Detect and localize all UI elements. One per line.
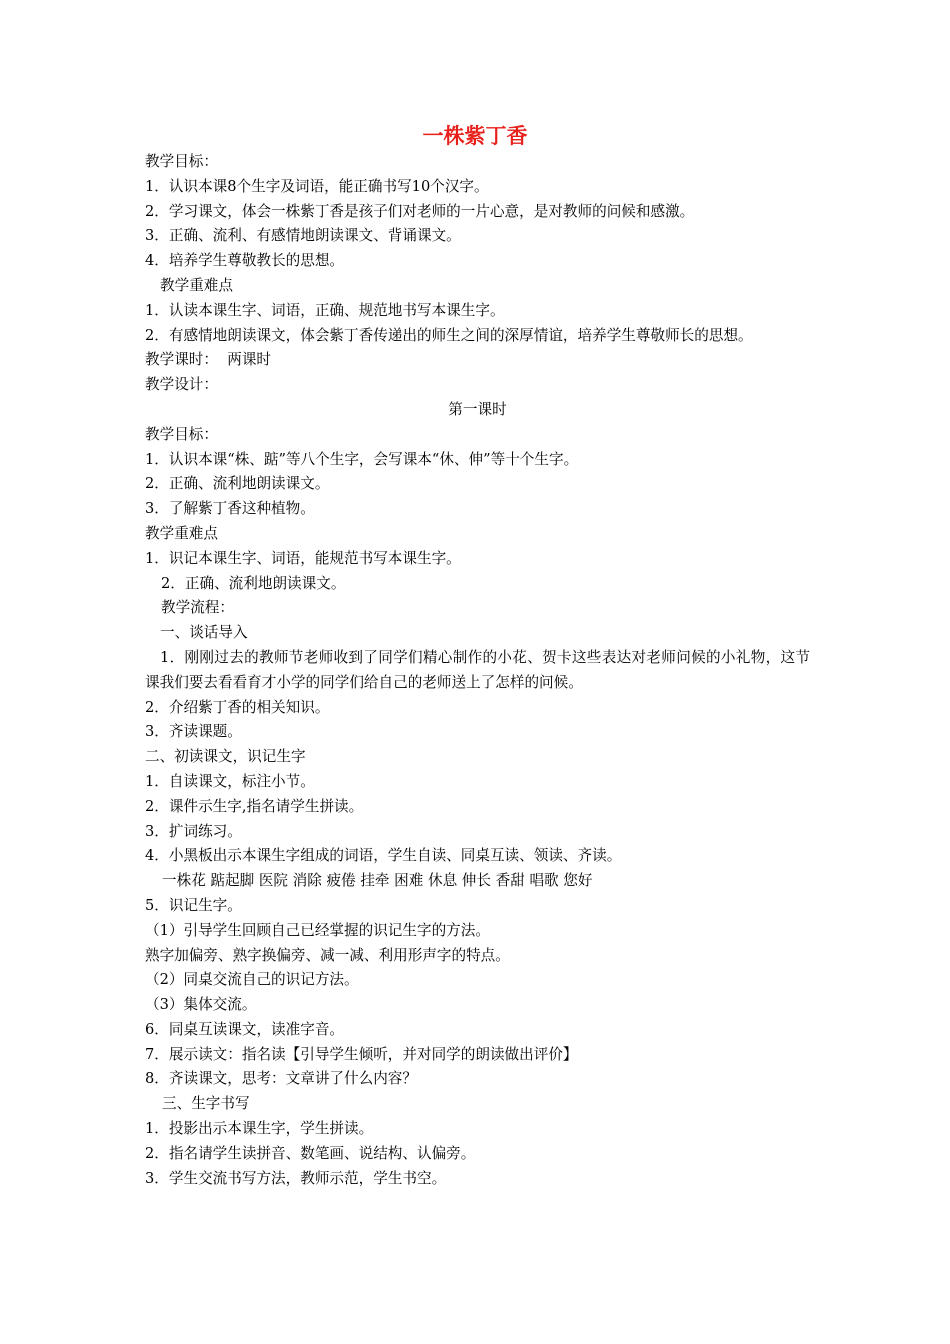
section-heading-objectives: 教学目标： [145, 153, 218, 170]
key-point-item: 1．认读本课生字、词语，正确、规范地书写本课生字。 [145, 301, 505, 319]
step-item: 6．同桌互读课文，读准字音。 [145, 1020, 345, 1038]
step-item: 5．识记生字。 [145, 896, 242, 914]
section-heading-key-points: 教学重难点 [145, 524, 218, 542]
step-item: 3．学生交流书写方法，教师示范，学生书空。 [145, 1169, 447, 1187]
document-body [145, 150, 810, 1191]
step-heading: 一、谈话导入 [160, 624, 248, 642]
document-title: 一株紫丁香 [422, 124, 528, 148]
key-point-item: 1．识记本课生字、词语，能规范书写本课生字。 [145, 549, 461, 567]
objective-item: 2．正确、流利地朗读课文。 [145, 475, 330, 493]
objective-item: 1．认识本课“株、踮”等八个生字，会写课本“休、伸”等十个生字。 [145, 450, 579, 468]
step-item-text: 1．刚刚过去的教师节老师收到了同学们精心制作的小花、贺卡这些表达对老师问候的小礼物，这节课我们要去看看育才小学的同学们给自己的老师送上了怎样的问候。 [145, 648, 810, 691]
step-item: 2．指名请学生读拼音、数笔画、说结构、认偏旁。 [145, 1144, 476, 1162]
objective-item: 4．培养学生尊敬教长的思想。 [145, 252, 345, 270]
step-item: 1．投影出示本课生字，学生拼读。 [145, 1120, 374, 1138]
section-heading-design: 教学设计： [145, 376, 218, 394]
step-heading: 二、初读课文，识记生字 [145, 748, 306, 766]
step-item: 2．课件示生字,指名请学生拼读。 [145, 797, 364, 815]
section-heading-process: 教学流程： [161, 599, 234, 617]
key-point-item: 2．正确、流利地朗读课文。 [161, 574, 346, 592]
step-item: 7．展示读文：指名读【引导学生倾听，并对同学的朗读做出评价】 [145, 1045, 578, 1063]
section-heading-key-points: 教学重难点 [160, 276, 233, 294]
step-item: 8．齐读课文，思考：文章讲了什么内容？ [145, 1070, 417, 1088]
sub-step-item: （3）集体交流。 [145, 996, 257, 1014]
step-item: 3．扩词练习。 [145, 822, 242, 840]
objective-item: 1．认识本课8个生字及词语，能正确书写10个汉字。 [145, 177, 489, 195]
step-item: 3．齐读课题。 [145, 723, 242, 741]
objective-item: 2．学习课文，体会一株紫丁香是孩子们对老师的一片心意，是对教师的问候和感激。 [145, 202, 695, 220]
sub-step-note: 熟字加偏旁、熟字换偏旁、减一减、利用形声字的特点。 [145, 946, 510, 964]
step-item: 1．自读课文，标注小节。 [145, 772, 315, 790]
step-heading: 三、生字书写 [162, 1095, 250, 1113]
objective-item: 3．了解紫丁香这种植物。 [145, 500, 315, 518]
class-hours: 教学课时： 两课时 [145, 351, 272, 369]
step-item: 2．介绍紫丁香的相关知识。 [145, 698, 330, 716]
word-list: 一株花 踮起脚 医院 消除 疲倦 挂牵 困难 休息 伸长 香甜 唱歌 您好 [162, 872, 593, 890]
sub-step-item: （1）引导学生回顾自己已经掌握的识记生字的方法。 [145, 921, 490, 939]
step-item: 4．小黑板出示本课生字组成的词语，学生自读、同桌互读、领读、齐读。 [145, 847, 622, 865]
lesson-heading: 第一课时 [448, 400, 507, 418]
sub-step-item: （2）同桌交流自己的识记方法。 [145, 971, 359, 989]
objective-item: 3．正确、流利、有感情地朗读课文、背诵课文。 [145, 227, 461, 245]
section-heading-objectives: 教学目标： [145, 425, 218, 443]
step-item [145, 646, 810, 696]
key-point-item: 2．有感情地朗读课文，体会紫丁香传递出的师生之间的深厚情谊，培养学生尊敬师长的思想。 [145, 326, 753, 344]
